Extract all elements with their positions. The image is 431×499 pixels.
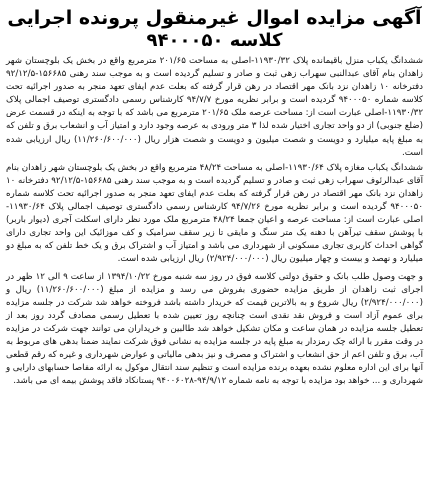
paragraph-shop-property: ششدانگ یکباب مغازه پلاک ۱۱۹۳۰/۶۴-اصلی به مساحت ۴۸/۲۴ مترمربع واقع در بخش یک بلوچستان شهر زاهدان بنام آقای عبدالرئوف سهراب زهی ثبت و صادر و تسلیم گردیده است و به موجب سند رهنی ۱۵۶۶۸۵-۹۲/۱۲/۵ دفترخانه ۱۰ زاهدان نزد بانک مهر اقتصاد در رهن قرار گرفته که بعلت عدم ایفای تعهد منجر به صدور اجرائیه تحت کلاسه شماره ۹۴۰۰۰۵۰ گردیده است و برابر نظریه مورخ ۹۴/۷/۲۶ کارشناس رسمی دادگستری توصیف اجمالی پلاک ۱۱۹۳۰/۶۴-اصلی عبارت است از: مساحت عرصه و اعیان جمعا ۴۸/۲۴ مترمربع ملک مورد نظر دارای اسکلت آجری (دیوار باربر) با پوشش سقف تیرآهن با دهنه یک متر سنگ و مایقی تا زیر سقف سرامیک و کف موزائیک این واحد تجاری دارای گواهی احداث کاربری تجاری مسکونی از شهرداری می باشد و امتیاز آب و اشتراک برق و یک خط تلفن که به مبلغ دو میلیارد و نهصد و بیست و چهار میلیون ریال (۲/۹۲۴/۰۰۰/۰۰۰) ریال ارزیابی شده است. [6,162,424,265]
paragraph-house-property: ششدانگ یکباب منزل باقیمانده پلاک ۱۱۹۳۰/۳۲-اصلی به مساحت ۲۰۱/۶۵ مترمربع واقع در بخش یک بلوچستان شهر زاهدان بنام آقای عبدالنبی سهراب زهی ثبت و صادر و تسلیم گردیده است و به موجب سند رهنی ۱۵۶۶۸۵-۹۲/۱۲/۵ دفترخانه ۱۰ زاهدان نزد بانک مهر اقتصاد در رهن قرار گرفته که بعلت عدم ایفای تعهد منجر به صدور اجرائیه تحت کلاسه شماره ۹۴۰۰۰۵۰ گردیده است و برابر نظریه مورخ ۹۴/۷/۷ کارشناس رسمی دادگستری توصیف اجمالی پلاک ۱۱۹۳۰/۳۲-اصلی عبارت است از: مساحت عرصه ملک ۲۰۱/۶۵ مترمربع می باشد که با توجه به اینکه در قسمت عرض (ضلع جنوبی) از دو واحد تجاری اختیار شده لذا ۳ متر ورودی به عرصه وجود دارد و امتیاز آب و انشعاب برق و تلفن که به مبلغ پایه میلیارد و دویست و شصت میلیون و دویست و شصت هزار ریال (۱۱/۲۶۰/۶۰۰/۰۰۰) ریال ارزیابی شده است. [6,56,424,158]
notice-title: آگهی مزایده اموال غیرمنقول پرونده اجرایی [7,7,422,29]
notice-case-number: کلاسه ۹۴۰۰۰۵۰ [146,30,283,51]
paragraph-auction-terms: و جهت وصول طلب بانک و حقوق دولتی کلاسه فوق در روز سه شنبه مورخ ۱۳۹۴/۱۰/۲۲ از ساعت ۹ الی ۱۲ ظهر در اجرای ثبت زاهدان از طریق مزایده حضوری بفروش می رسد و مزایده از مبلغ (۱۱/۲۶۰/۶۰۰/۰۰۰) ریال و (۲/۹۲۴/۰۰۰/۰۰۰) ریال شروع و به بالاترین قیمت که خریدار داشته باشد فروخته خواهد شد شرکت در جلسه مزایده برای عموم آزاد است و فروش نقد نقدی است چنانچه روز تعیین شده با تعطیل رسمی مصادف گردد روز بعد از تعطیل جلسه مزایده در همان ساعت و مکان تشکیل خواهد شد طالبین و خریداران می توانند جهت شرکت در مزایده در وقت مقرر با ارائه چک رمزدار به مبلغ پایه در جلسه مزایده به نشانی فوق شرکت نمایند ضمنا بدهی های مربوط به آب، برق و تلفن اعم از حق انشعاب و اشتراک و مصرف و نیز بدهی مالیاتی و عوارض شهرداری و غیره که رقم قطعی آنها برای این اداره معلوم نشده بعهده برنده مزایده است و تنظیم سند انتقال موکول به ارائه مفاصا حسابهای دارایی و شهرداری و ... خواهد بود مزایده با توجه به نامه شماره ۹۴/۹/۱۲-۹۴۰۰۶۰۲۸ پستانکاد فاقد پوشش بیمه ای می باشد. [5,271,424,387]
